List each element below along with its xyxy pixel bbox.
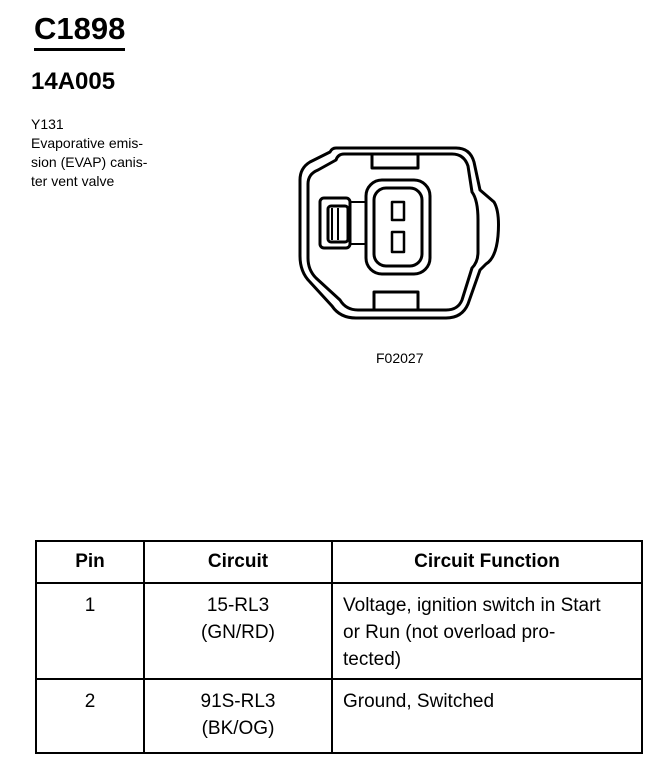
pin-cavity-inner (374, 188, 422, 266)
header-circuit: Circuit (144, 541, 332, 583)
function-line: Ground, Switched (343, 691, 495, 712)
function-line: or Run (not overload pro- (343, 622, 556, 643)
top-key (372, 154, 418, 168)
connector-face-diagram-icon (296, 140, 502, 322)
pin-2-terminal (392, 232, 404, 252)
header-circuit-function: Circuit Function (332, 541, 642, 583)
table-row (36, 583, 642, 679)
circuit-cell (144, 583, 332, 679)
description-line: sion (EVAP) canis- (31, 154, 148, 170)
wire-color: (GN/RD) (201, 622, 275, 643)
description-line: Evaporative emis- (31, 135, 144, 151)
function-line: tected) (343, 649, 402, 670)
circuit-cell (144, 679, 332, 753)
table-row (36, 679, 642, 753)
circuit-function-cell (332, 679, 642, 753)
pin-1-terminal (392, 202, 404, 220)
circuit-id: 91S-RL3 (200, 691, 276, 712)
pin-number: 2 (36, 679, 144, 753)
wire-color: (BK/OG) (201, 718, 275, 739)
table-header-row (36, 541, 642, 583)
component-description (31, 115, 147, 191)
pin-number: 1 (36, 583, 144, 679)
circuit-id: 15-RL3 (206, 595, 270, 616)
figure-code: F02027 (376, 350, 424, 366)
part-number: 14A005 (31, 68, 116, 95)
bottom-key (374, 292, 418, 310)
description-line: ter vent valve (31, 173, 115, 189)
function-line: Voltage, ignition switch in Start (343, 595, 601, 616)
pin-circuit-table (35, 540, 643, 754)
description-line: Y131 (31, 116, 64, 132)
connector-id: C1898 (34, 12, 125, 51)
header-pin: Pin (36, 541, 144, 583)
circuit-function-cell (332, 583, 642, 679)
